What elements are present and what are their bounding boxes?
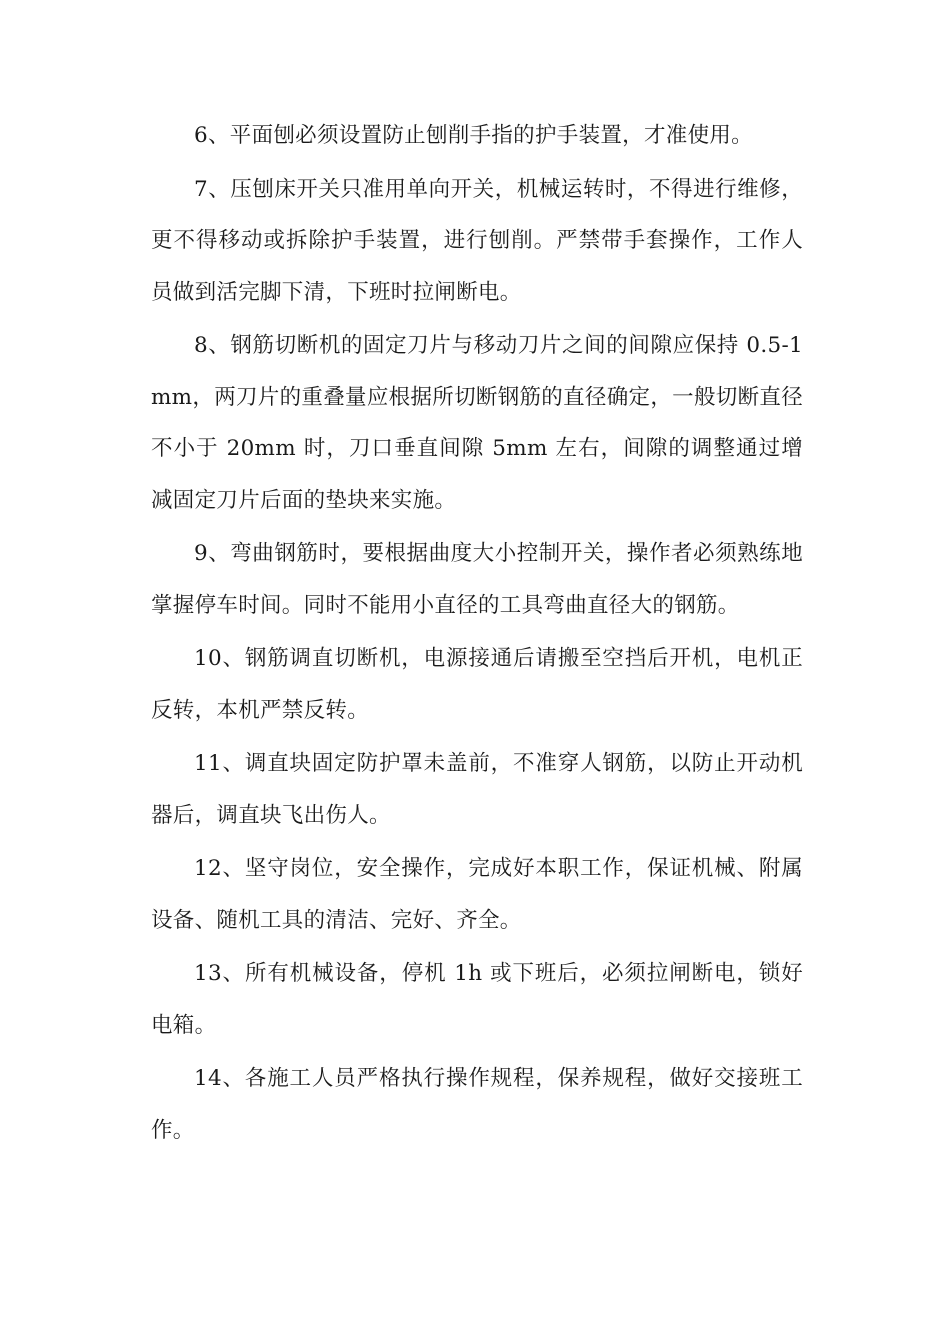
- paragraph-item-12: 12、坚守岗位，安全操作，完成好本职工作，保证机械、附属设备、随机工具的清洁、完好、齐全。: [151, 856, 803, 933]
- paragraph-item-10: 10、钢筋调直切断机，电源接通后请搬至空挡后开机，电机正反转，本机严禁反转。: [151, 646, 803, 723]
- paragraph-item-11: 11、调直块固定防护罩未盖前，不准穿人钢筋，以防止开动机器后，调直块飞出伤人。: [151, 751, 803, 828]
- paragraph-item-6: 6、平面刨必须设置防止刨削手指的护手装置，才准使用。: [194, 123, 753, 148]
- paragraph-item-9: 9、弯曲钢筋时，要根据曲度大小控制开关，操作者必须熟练地掌握停车时间。同时不能用小直径的工具弯曲直径大的钢筋。: [151, 541, 803, 618]
- paragraph-item-14: 14、各施工人员严格执行操作规程，保养规程，做好交接班工作。: [151, 1066, 803, 1143]
- paragraph-item-8: 8、钢筋切断机的固定刀片与移动刀片之间的间隙应保持 0.5-1mm，两刀片的重叠量应根据所切断钢筋的直径确定，一般切断直径不小于 20mm 时，刀口垂直间隙 5mm 左右，间隙的调整通过增减固定刀片后面的垫块来实施。: [151, 333, 803, 513]
- document-body: [151, 110, 803, 1158]
- paragraph-item-13: 13、所有机械设备，停机 1h 或下班后，必须拉闸断电，锁好电箱。: [151, 961, 803, 1038]
- paragraph-item-7: 7、压刨床开关只准用单向开关，机械运转时，不得进行维修，更不得移动或拆除护手装置，进行刨削。严禁带手套操作，工作人员做到活完脚下清，下班时拉闸断电。: [151, 176, 803, 305]
